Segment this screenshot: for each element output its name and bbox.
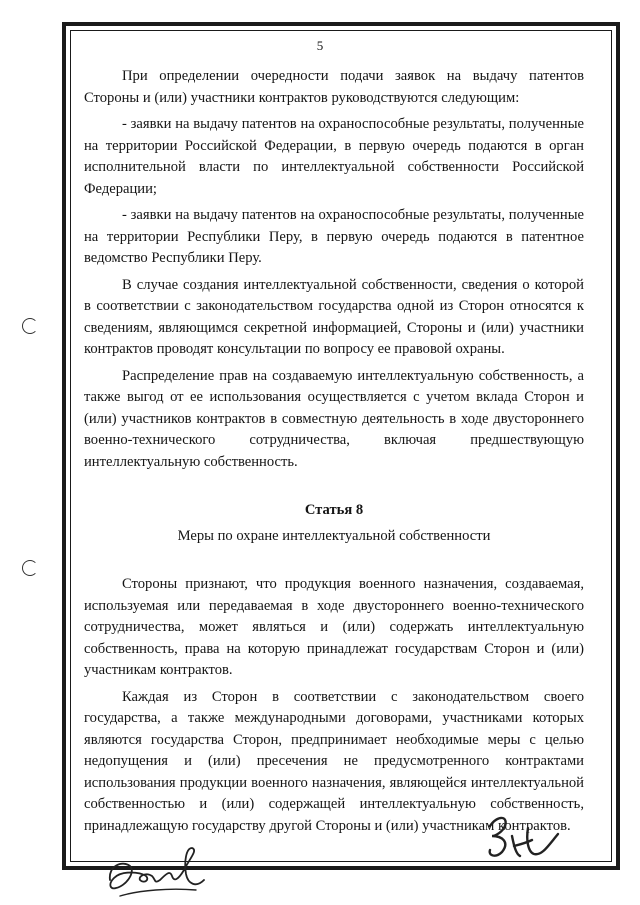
list-item: - заявки на выдачу патентов на охраноспособные результаты, полученные на территории Российской Федерации, в первую очередь подаются в орган исполнительной власти по интеллектуальной собственности Российской Федерации;	[84, 116, 584, 197]
punch-hole-mark-top	[22, 318, 38, 334]
list-item: - заявки на выдачу патентов на охраноспособные результаты, полученные на территории Республики Перу, в первую очередь подаются в патентное ведомство Республики Перу.	[84, 207, 584, 266]
paragraph: Каждая из Сторон в соответствии с законодательством своего государства, а также международными договорами, участниками которых являются государства Сторон, предпринимает необходимые меры с целью недопущения и (или) пресечения не предусмотренного контрактами использования продукции военного назначения, являющейся интеллектуальной собственностью и (или) содержащей интеллектуальную собственность, принадлежащую государству другой Стороны и (или) участникам контрактов.	[84, 688, 584, 834]
document-body	[84, 66, 584, 842]
punch-hole-mark-bottom	[22, 560, 38, 576]
signature-right-icon	[484, 806, 564, 862]
paragraph: В случае создания интеллектуальной собственности, сведения о которой в соответствии с законодательством государства одной из Сторон относятся к сведениям, являющимся секретной информацией, Стороны и (или) участники контрактов проводят консультации по вопросу ее правовой охраны.	[84, 276, 584, 357]
paragraph: Распределение прав на создаваемую интеллектуальную собственность, а также выгод от ее использования осуществляется с учетом вклада Сторон и (или) участников контрактов в совместную деятельность в ходе двустороннего военно-технического сотрудничества, включая предшествующую интеллектуальную собственность.	[84, 367, 584, 470]
paragraph: Стороны признают, что продукция военного назначения, создаваемая, используемая или передаваемая в ходе двустороннего военно-технического сотрудничества, может являться и (или) содержать интеллектуальную собственность, права на которую принадлежат государствам Сторон и (или) участникам контрактов.	[84, 576, 584, 678]
paragraph: При определении очередности подачи заявок на выдачу патентов Стороны и (или) участники контрактов руководствуются следующим:	[84, 68, 584, 106]
signature-left-icon	[100, 840, 210, 900]
article-title: Статья 8	[304, 502, 364, 518]
page-number: 5	[316, 38, 324, 53]
article-subtitle: Меры по охране интеллектуальной собственности	[177, 527, 491, 544]
